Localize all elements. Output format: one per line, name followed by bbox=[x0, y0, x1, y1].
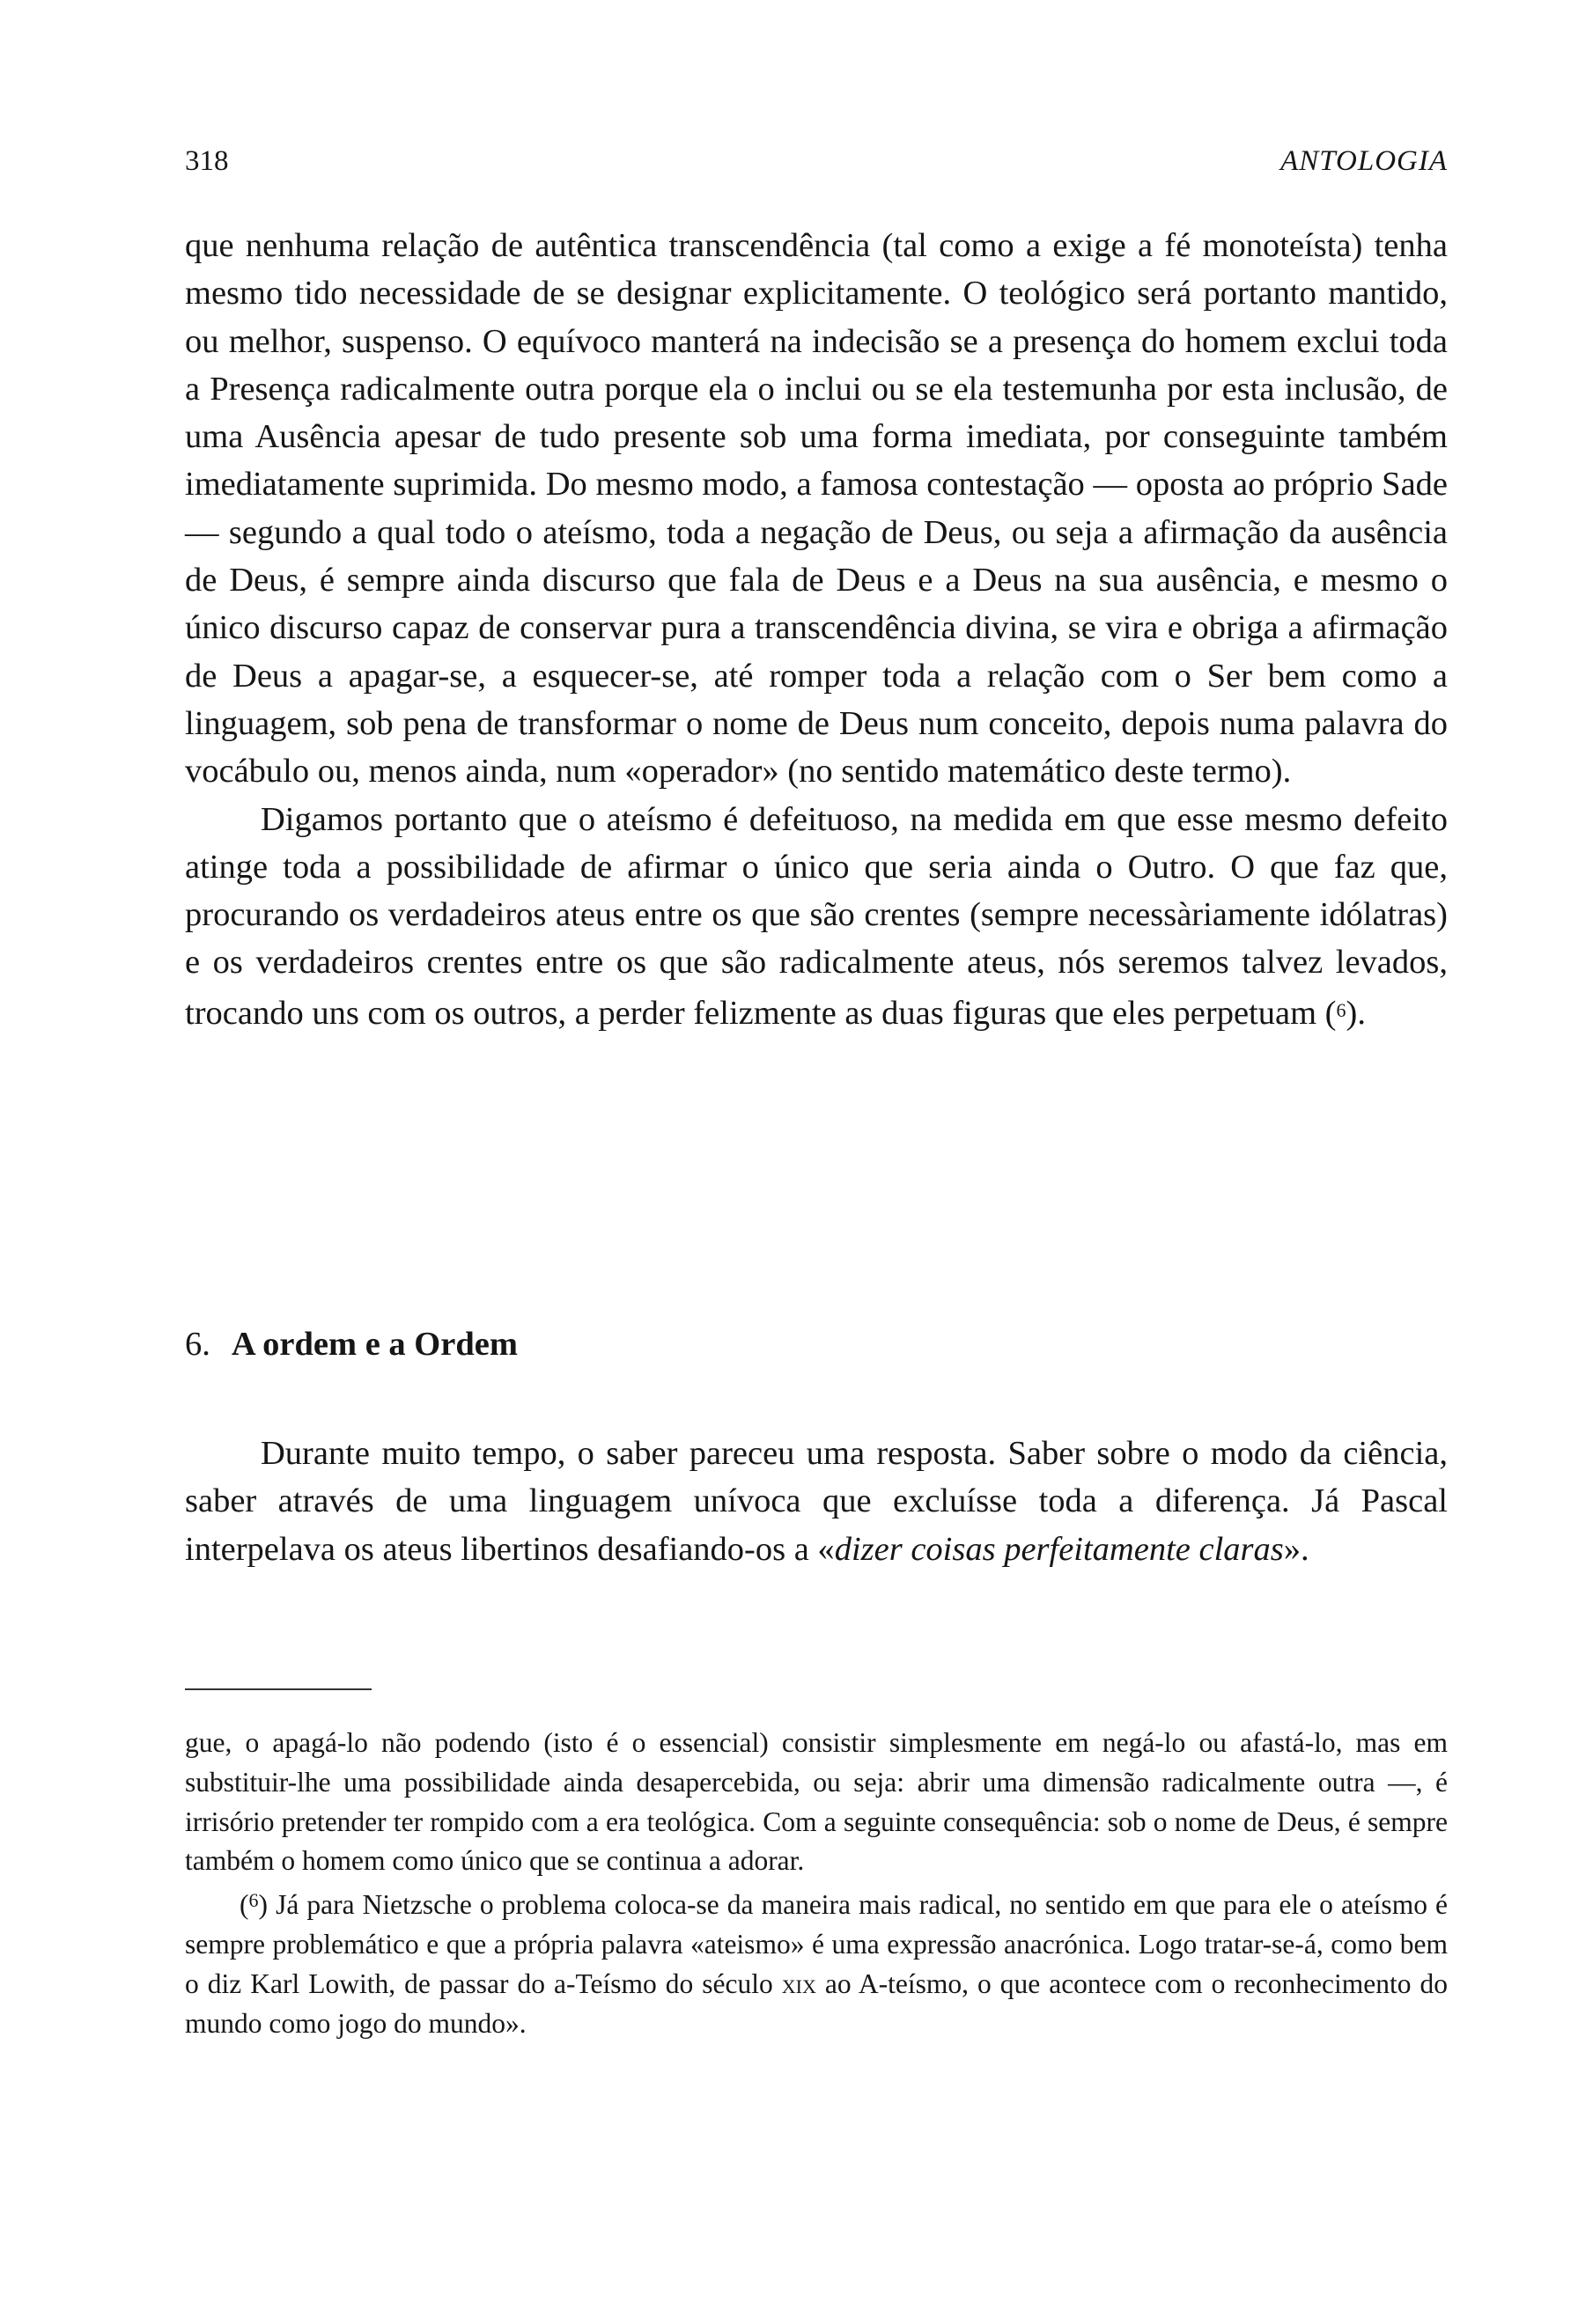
body-text-top bbox=[185, 222, 1448, 1037]
paragraph: que nenhuma relação de autêntica transcendência (tal como a exige a fé monoteísta) tenha mesmo tido necessidade de se designar explicitamente. O teológico será portanto mantido, ou melhor, suspenso. O equívoco manterá na indecisão se a presença do homem exclui toda a Presença radicalmente outra porque ela o inclui ou se ela testemunha por esta inclusão, de uma Ausência apesar de tudo presente sob uma forma imediata, por conseguinte também imediatamente suprimida. Do mesmo modo, a famosa contestação — oposta ao próprio Sade — segundo a qual todo o ateísmo, toda a negação de Deus, ou seja a afirmação da ausência de Deus, é sempre ainda discurso que fala de Deus e a Deus na sua ausência, e mesmo o único discurso capaz de conservar pura a transcendência divina, se vira e obriga a afirmação de Deus a apagar-se, a esquecer-se, até romper toda a relação com o Ser bem como a linguagem, sob pena de transformar o nome de Deus num conceito, depois numa palavra do vocábulo ou, menos ainda, num «operador» (no sentido matemático deste termo). bbox=[185, 227, 1448, 791]
running-title: ANTOLOGIA bbox=[1280, 145, 1448, 177]
paragraph bbox=[185, 796, 1448, 1037]
section-title: A ordem e a Ordem bbox=[231, 1326, 518, 1363]
century-numeral: xix bbox=[781, 1967, 816, 1999]
paragraph-end: . bbox=[1357, 994, 1366, 1032]
footnote-divider bbox=[185, 1688, 372, 1690]
footnote-text: ao A-teísmo, o que acontece com o reconhecimento do mundo como jogo do mundo». bbox=[185, 1967, 1448, 2039]
section-number: 6. bbox=[185, 1326, 210, 1363]
page-number: 318 bbox=[185, 145, 229, 177]
paragraph-end: ». bbox=[1283, 1530, 1309, 1568]
paragraph-text: Digamos portanto que o ateísmo é defeituoso, na medida em que esse mesmo defeito atinge toda a possibilidade de afirmar o único que seria ainda o Outro. O que faz que, procurando os verdadeiros ateus entre os que são crentes (sempre necessàriamente idólatras) e os verdadeiros crentes entre os que são radicalmente ateus, nós seremos talvez levados, trocando uns com os outros, a perder felizmente as duas figuras que eles perpetuam bbox=[185, 800, 1448, 1032]
section-heading bbox=[185, 1320, 518, 1368]
page-header bbox=[185, 139, 1448, 183]
footnotes bbox=[185, 1724, 1448, 2043]
paragraph bbox=[185, 1430, 1448, 1573]
paragraph-text: Durante muito tempo, o saber pareceu uma resposta. Saber sobre o modo da ciência, saber através de uma linguagem unívoca que excluísse toda a diferença. Já Pascal interpelava os ateus libertinos desafiando-os a « bbox=[185, 1435, 1448, 1568]
italic-quote: dizer coisas perfeitamente claras bbox=[834, 1530, 1284, 1568]
footnote-6 bbox=[185, 1881, 1448, 2043]
footnote-reference: ($^6$) bbox=[1324, 994, 1358, 1032]
footnote-text: Já para Nietzsche o problema coloca-se da maneira mais radical, no sentido em que para ele o ateísmo é sempre problemático e que a própria palavra «ateismo» é uma expressão anacrónica. Logo tratar-se-á, como bem o diz Karl Lowith, de passar do a-Teísmo do século bbox=[185, 1889, 1448, 1999]
footnote-marker: ($^6$) bbox=[240, 1889, 268, 1921]
body-text-bottom bbox=[185, 1430, 1448, 1573]
footnote-continuation: gue, o apagá-lo não podendo (isto é o essencial) consistir simplesmente em negá-lo ou afastá-lo, mas em substituir-lhe uma possibilidade ainda desapercebida, ou seja: abrir uma dimensão radicalmente outra —, é irrisório pretender ter rompido com a era teológica. Com a seguinte consequência: sob o nome de Deus, é sempre também o homem como único que se continua a adorar. bbox=[185, 1727, 1448, 1877]
